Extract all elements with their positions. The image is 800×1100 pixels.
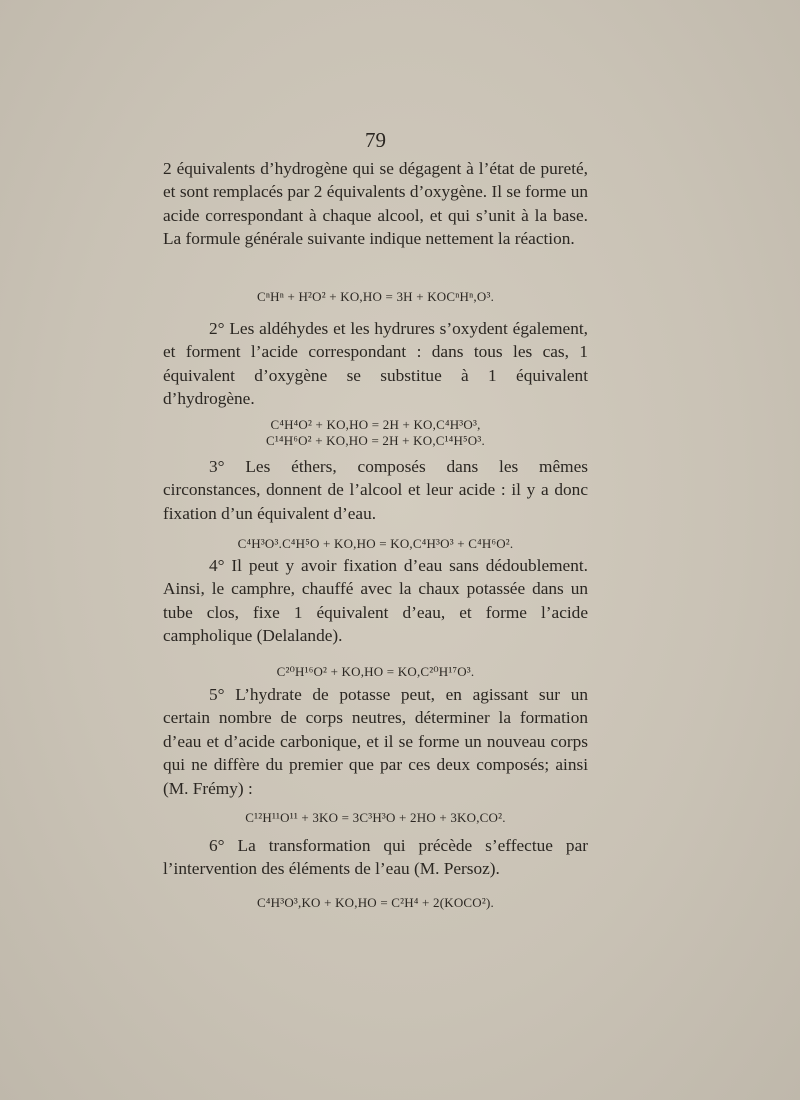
formula-line: C²⁰H¹⁶O² + KO,HO = KO,C²⁰H¹⁷O³. xyxy=(276,664,475,679)
formula xyxy=(163,664,588,680)
paragraph: 3° Les éthers, composés dans les mêmes circonstances, donnent de l’alcool et leur acide : il y a donc fixation d’un équivalent d’eau. xyxy=(163,457,588,523)
formula xyxy=(163,289,588,305)
paragraph: 2° Les aldéhydes et les hydrures s’oxydent également, et forment l’acide correspondant : dans tous les cas, 1 équivalent d’oxygène se substitue à 1 équivalent d’hydrogène. xyxy=(163,319,588,409)
formula-line: CⁿHⁿ + H²O² + KO,HO = 3H + KOCⁿHⁿ,O³. xyxy=(256,289,495,304)
formula xyxy=(163,536,588,552)
formula xyxy=(163,810,588,826)
paragraph: 4° Il peut y avoir fixation d’eau sans dédoublement. Ainsi, le camphre, chauffé avec la chaux potassée dans un tube clos, fixe 1 équivalent d’eau, et forme l’acide campholique (Delalande). xyxy=(163,556,588,646)
paragraph: 5° L’hydrate de potasse peut, en agissant sur un certain nombre de corps neutres, déterminer la formation d’eau et d’acide carbonique, et il se forme un nouveau corps qui ne diffère du premier que par ces deux composés; ainsi (M. Frémy) : xyxy=(163,685,588,798)
formula xyxy=(163,895,588,911)
formula-line: C¹⁴H⁶O² + KO,HO = 2H + KO,C¹⁴H⁵O³. xyxy=(266,433,485,448)
page-number: 79 xyxy=(365,128,386,152)
formula-line: C⁴H³O³.C⁴H⁵O + KO,HO = KO,C⁴H³O³ + C⁴H⁶O². xyxy=(237,536,514,551)
formula-line: C¹²H¹¹O¹¹ + 3KO = 3C³H³O + 2HO + 3KO,CO². xyxy=(245,810,506,825)
formula-line: C⁴H³O³,KO + KO,HO = C²H⁴ + 2(KOCO²). xyxy=(257,895,494,910)
formula xyxy=(163,417,588,449)
paragraph: 6° La transformation qui précède s’effectue par l’intervention des éléments de l’eau (M. Persoz). xyxy=(163,836,588,879)
formula-line: C⁴H⁴O² + KO,HO = 2H + KO,C⁴H³O³, xyxy=(270,417,481,432)
paragraph: 2 équivalents d’hydrogène qui se dégagent à l’état de pureté, et sont remplacés par 2 équivalents d’oxygène. Il se forme un acide correspondant à chaque alcool, et qui s’unit à la base. La formule générale suivante indique nettement la réaction. xyxy=(163,159,588,249)
